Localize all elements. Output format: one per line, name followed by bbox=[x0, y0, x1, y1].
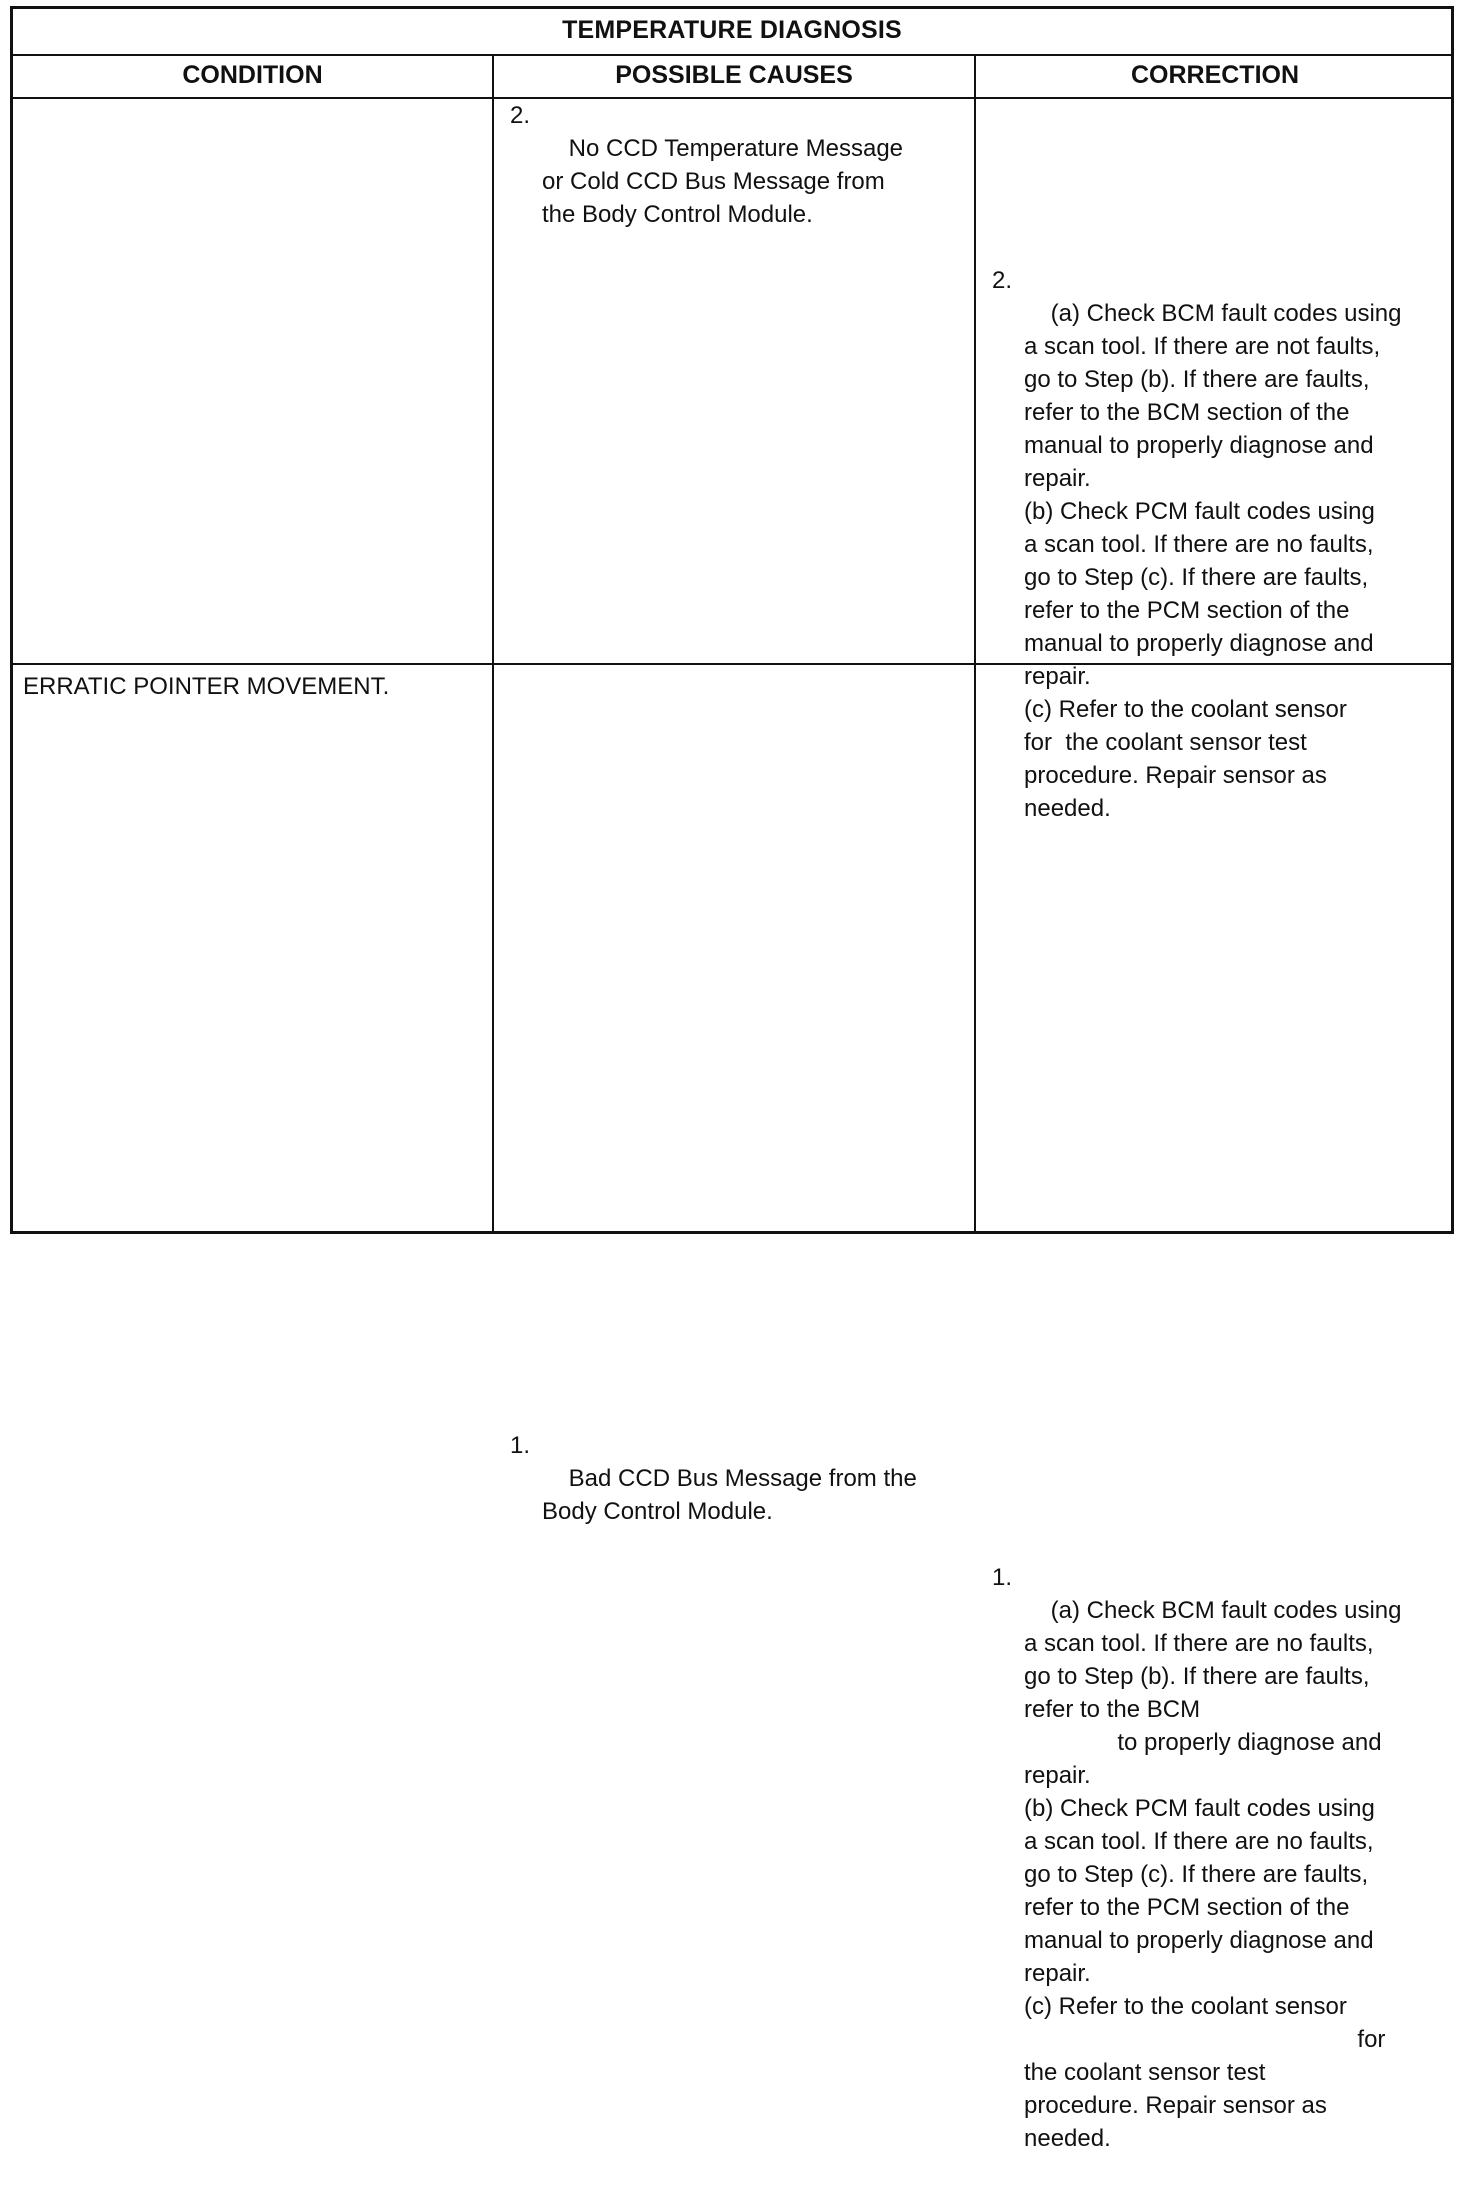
row1-cause-text: No CCD Temperature Message or Cold CCD Bus Message from the Body Control Module. bbox=[542, 135, 904, 228]
row1-cause bbox=[510, 99, 1472, 264]
row1-correction bbox=[992, 264, 1472, 858]
row2-cause bbox=[510, 1429, 1472, 1561]
row2-cause-text: Bad CCD Bus Message from the Body Control Module. bbox=[542, 1465, 917, 1525]
row1-cause-number: 2. bbox=[510, 102, 531, 129]
table-title: TEMPERATURE DIAGNOSIS bbox=[13, 9, 1451, 56]
temperature-diagnosis-table bbox=[10, 6, 1454, 2152]
row2-condition: ERRATIC POINTER MOVEMENT. bbox=[23, 673, 390, 700]
row2-correction-text: (a) Check BCM fault codes using a scan tool. If there are no faults, go to Step (b). If there are faults, refer to the BCM to properly diagnose and repair. (b) Check PCM fault codes using a scan tool. If there are no faults, go to Step (c). If there are faults, refer to the PCM section of the manual to properly diagnose and repair. (c) Refer to the coolant sensor for the coolant sensor test procedure. Repair sensor as needed. bbox=[1024, 1597, 1402, 2152]
row1-correction-text: (a) Check BCM fault codes using a scan tool. If there are not faults, go to Step (b). If there are faults, refer to the BCM section of the manual to properly diagnose and repair. (b) Check PCM fault codes using a scan tool. If there are no faults, go to Step (c). If there are faults, refer to the PCM section of the manual to properly diagnose and repair. (c) Refer to the coolant sensor for the coolant sensor test procedure. Repair sensor as needed. bbox=[1024, 300, 1402, 822]
row2-correction-number: 1. bbox=[992, 1564, 1013, 1591]
header-possible-causes: POSSIBLE CAUSES bbox=[615, 61, 853, 89]
row1-correction-number: 2. bbox=[992, 267, 1013, 294]
header-correction: CORRECTION bbox=[1130, 61, 1300, 89]
row2-cause-number: 1. bbox=[510, 1432, 531, 1459]
header-condition: CONDITION bbox=[182, 61, 323, 89]
column-divider-1 bbox=[492, 54, 494, 1231]
row2-correction bbox=[992, 1561, 1472, 2188]
header-row bbox=[13, 54, 1451, 99]
